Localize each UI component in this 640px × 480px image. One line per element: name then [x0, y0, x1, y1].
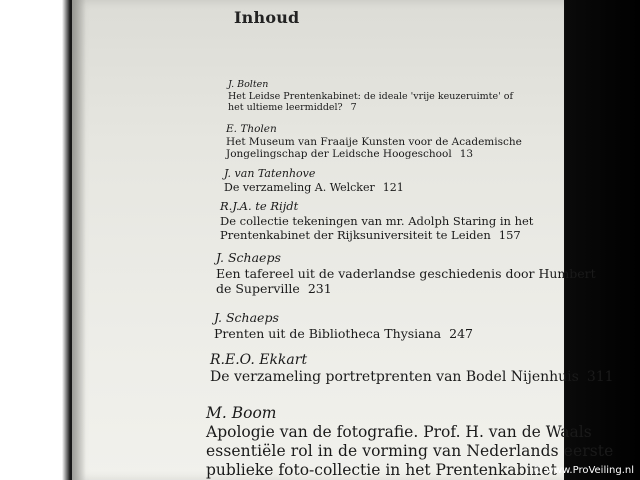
toc-title-line	[214, 326, 473, 342]
toc-author: M. Boom	[206, 404, 277, 422]
toc-page-number: 311	[586, 369, 614, 385]
toc-entry	[220, 199, 533, 243]
toc-title-line: Een tafereel uit de vaderlandse geschiedenis door Humbert	[216, 265, 596, 281]
toc-author: J. Schaeps	[214, 310, 279, 325]
toc-title-text: het ultieme leermiddel?	[228, 102, 343, 113]
toc-page-number: 13	[459, 148, 474, 160]
toc-title-line	[224, 181, 404, 195]
toc-title-text: Prentenkabinet der Rijksuniversiteit te Leiden	[220, 228, 491, 242]
toc-page-number: 157	[498, 228, 521, 242]
toc-title-line	[228, 102, 513, 114]
toc-author: E. Tholen	[226, 123, 277, 135]
toc-title-line	[220, 228, 533, 243]
toc-entry	[210, 352, 614, 386]
toc-author: R.J.A. te Rijdt	[220, 199, 299, 213]
toc-title-line: Het Leidse Prentenkabinet: de ideale 'vrije keuzeruimte' of	[228, 90, 513, 102]
toc-entry	[224, 167, 404, 194]
toc-page-number: 121	[382, 180, 404, 194]
toc-entry	[228, 79, 513, 114]
toc-title-text: De verzameling A. Welcker	[224, 180, 375, 194]
toc-author: J. Bolten	[228, 79, 269, 90]
toc-entry	[214, 310, 473, 342]
toc-title-line: essentiële rol in de vorming van Nederlands eerste	[206, 442, 614, 460]
page-fold-shadow	[72, 0, 86, 480]
toc-author: R.E.O. Ekkart	[210, 352, 308, 368]
toc-title-line: Apologie van de fotografie. Prof. H. van de Waals	[206, 423, 592, 441]
toc-author: J. Schaeps	[216, 250, 281, 265]
toc-page-number: 247	[449, 326, 473, 341]
toc-title-line: publieke foto-collectie in het Prentenkabinet	[206, 461, 557, 479]
toc-title-text: de Superville	[216, 281, 300, 296]
toc-page-number: 7	[350, 102, 357, 113]
background-left	[0, 0, 78, 480]
watermark: © www.ProVeiling.nl	[532, 465, 634, 476]
toc-title-line	[216, 281, 596, 297]
toc-title-text: De verzameling portretprenten van Bodel Nijenhuis	[210, 369, 579, 385]
toc-title-text: Jongelingschap der Leidsche Hoogeschool	[226, 148, 452, 160]
toc-entry	[216, 250, 596, 297]
toc-page-number: 231	[307, 281, 332, 296]
page-title: Inhoud	[234, 8, 300, 27]
toc-title-text: Prenten uit de Bibliotheca Thysiana	[214, 326, 442, 341]
toc-title-line: Het Museum van Fraaije Kunsten voor de Academische	[226, 135, 522, 148]
toc-entry	[226, 123, 522, 161]
toc-title-line: De collectie tekeningen van mr. Adolph Staring in het	[220, 213, 534, 228]
toc-author: J. van Tatenhove	[224, 167, 316, 180]
toc-title-line	[226, 148, 522, 161]
toc-title-line	[210, 369, 614, 386]
